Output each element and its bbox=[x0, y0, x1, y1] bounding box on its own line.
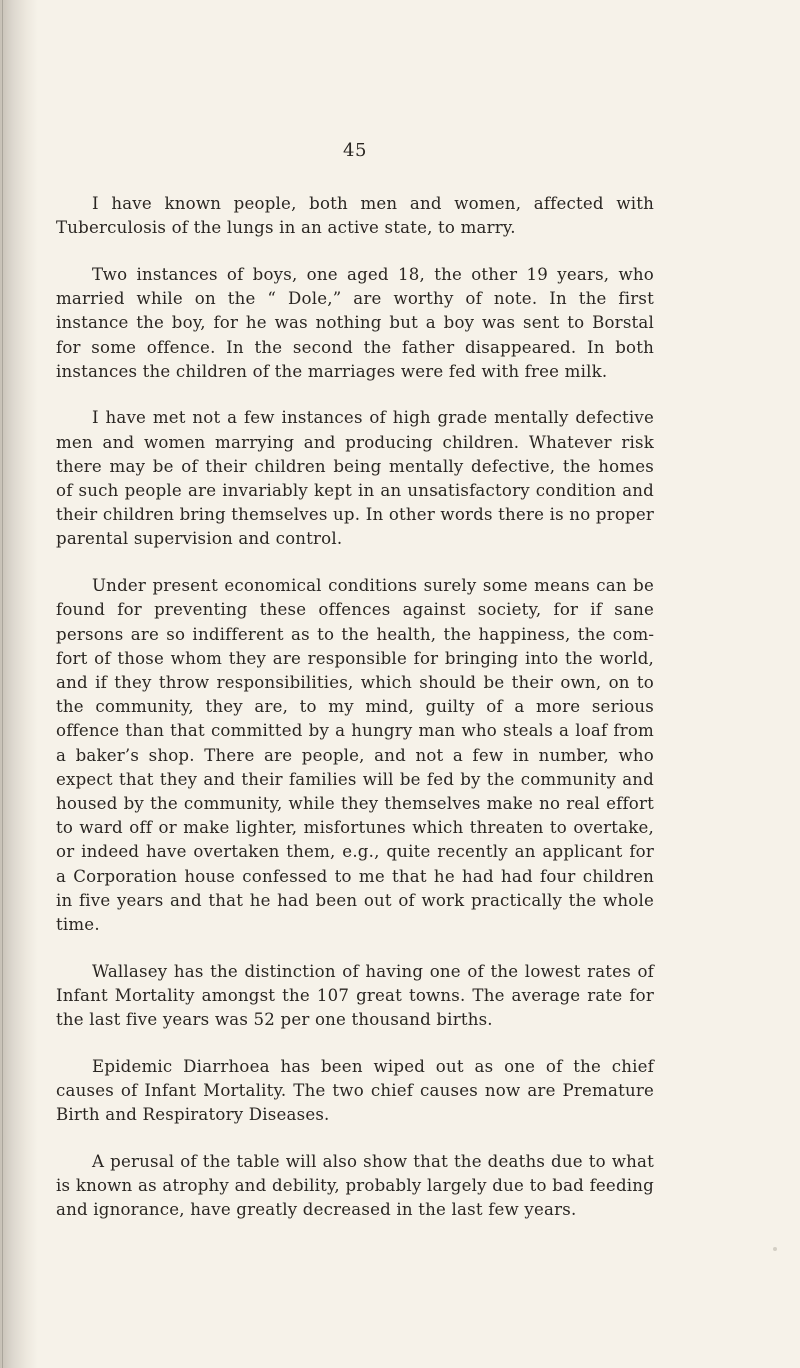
paragraph-mentally-defective: I have met not a few instances of high grade mentally defective men and women marrying and producing children. Whatever risk there may be of their children being mentally defective, the homes of such people are invariably kept in an unsatisfactory condition and their children bring themselves up. In other words there is no proper parental supervision and control. bbox=[56, 408, 654, 549]
page-edge-line bbox=[2, 0, 3, 1368]
page-number: 45 bbox=[343, 140, 367, 161]
paper-speck bbox=[773, 1247, 777, 1251]
body-text bbox=[56, 192, 654, 1223]
paragraph-epidemic-diarrhoea: Epidemic Diarrhoea has been wiped out as one of the chief causes of Infant Mortality. The two chief causes now are Premature Birth and Respiratory Diseases. bbox=[56, 1056, 654, 1125]
page-edge-shadow bbox=[0, 0, 38, 1368]
paragraph-economic-conditions: Under present economical conditions surely some means can be found for preventing these offences against society, for if sane persons are so indifferent as to the health, the happiness, the comfort of those whom they are responsible for bringing into the world, and if they throw responsibilities, which should be their own, on to the community, they are, to my mind, guilty of a more serious offence than that committed by a hungry man who steals a loaf from a baker’s shop. There are people, and not a few in number, who expect that they and their families will be fed by the community and housed by the community, while they themselves make no real effort to ward off or make lighter, misfortunes which threaten to overtake, or indeed have overtaken them, e.g., quite recently an applicant for a Corporation house confessed to me that he had had four children in five years and that he had been out of work practically the whole time. bbox=[56, 576, 654, 934]
paragraph-infant-mortality: Wallasey has the distinction of having one of the lowest rates of Infant Mortality amongst the 107 great towns. The average rate for the last five years was 52 per one thousand births. bbox=[56, 961, 654, 1030]
paragraph-dole-marriages: Two instances of boys, one aged 18, the other 19 years, who married while on the “ Dole,” are worthy of note. In the first instance the boy, for he was nothing but a boy was sent to Borstal for some offence. In the second the father disappeared. In both instances the children of the marriages were fed with free milk. bbox=[56, 264, 654, 381]
paragraph-atrophy-debility: A perusal of the table will also show that the deaths due to what is known as atrophy and debility, probably largely due to bad feeding and ignorance, have greatly decreased in the last few years. bbox=[56, 1151, 654, 1220]
paragraph-tuberculosis: I have known people, both men and women, affected with Tuberculosis of the lungs in an active state, to marry. bbox=[56, 194, 654, 238]
